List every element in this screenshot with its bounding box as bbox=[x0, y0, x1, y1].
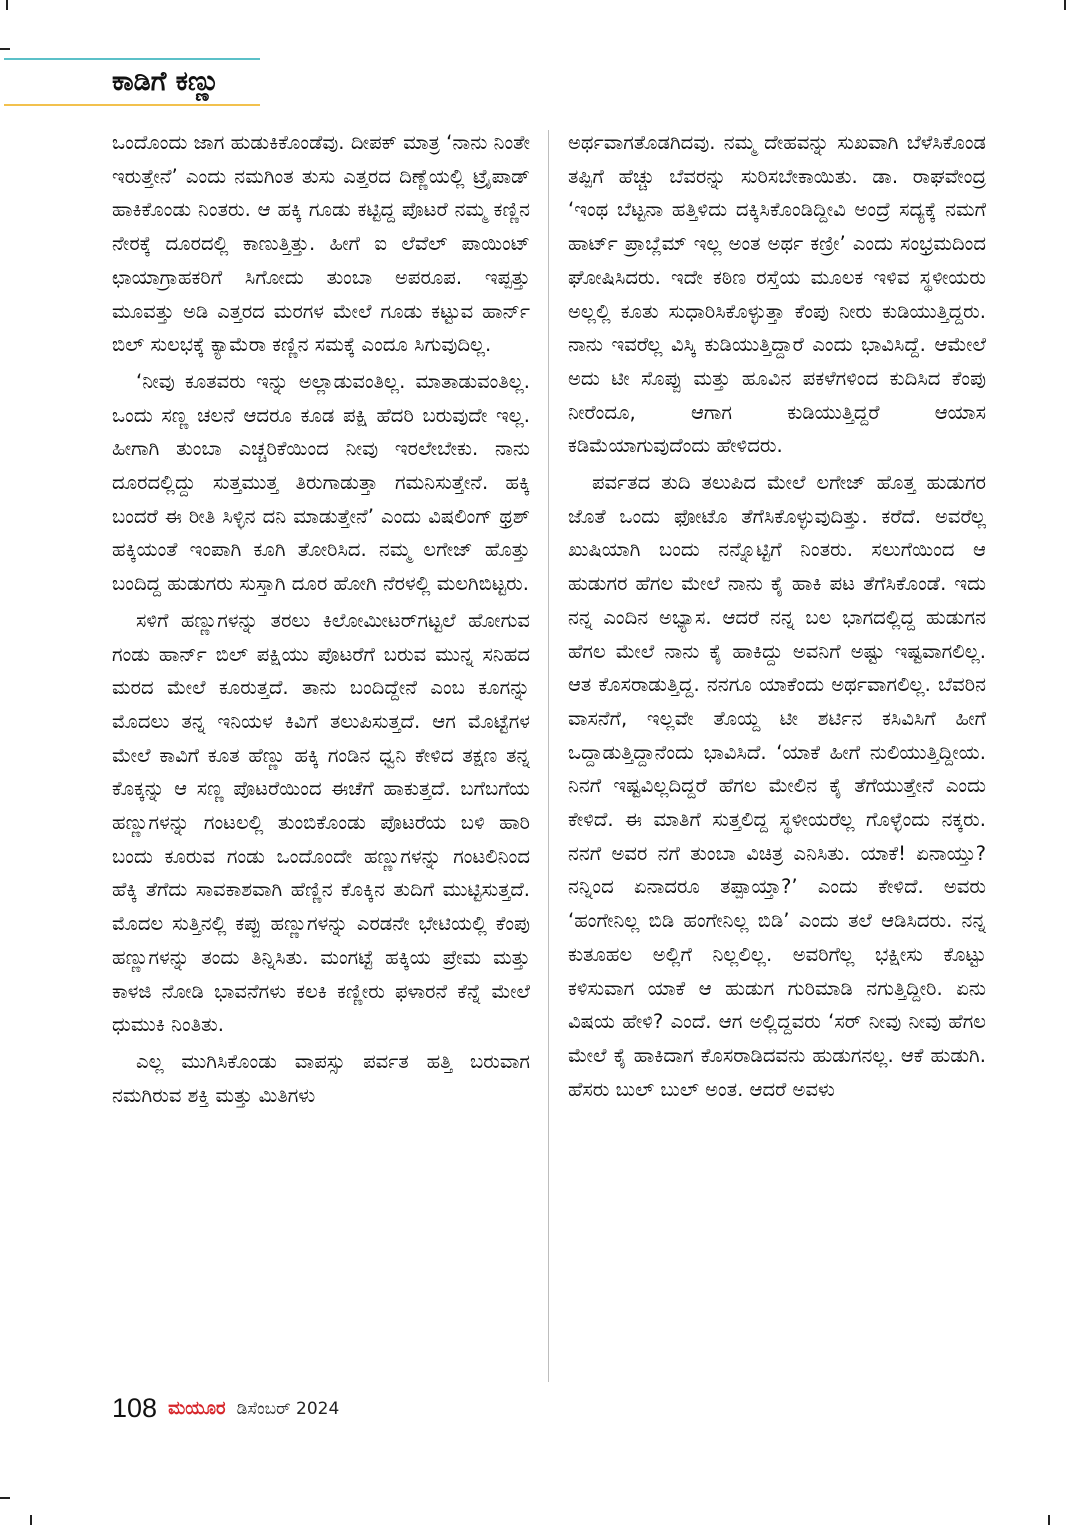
page-number: 108 bbox=[112, 1393, 158, 1423]
crop-mark-bottom-left-2 bbox=[30, 1515, 32, 1525]
crop-mark-bottom-left bbox=[0, 1497, 10, 1499]
article-column-right bbox=[568, 126, 986, 1388]
crop-mark-top-left bbox=[6, 0, 8, 10]
crop-mark-top-right bbox=[1064, 0, 1066, 10]
section-rule-top bbox=[4, 58, 260, 60]
page-footer bbox=[112, 1393, 339, 1427]
column-divider bbox=[548, 130, 549, 1382]
paragraph: ಪರ್ವತದ ತುದಿ ತಲುಪಿದ ಮೇಲೆ ಲಗೇಜ್ ಹೊತ್ತ ಹುಡುಗರ ಜೊತೆ ಒಂದು ಫೋಟೊ ತೆಗೆಸಿಕೊಳ್ಳುವುದಿತ್ತು. ಕರೆದೆ. ಅವರೆಲ್ಲ ಖುಷಿಯಾಗಿ ಬಂದು ನನ್ನೊಟ್ಟಿಗೆ ನಿಂತರು. ಸಲುಗೆಯಿಂದ ಆ ಹುಡುಗರ ಹೆಗಲ ಮೇಲೆ ನಾನು ಕೈ ಹಾಕಿ ಪಟ ತೆಗೆಸಿಕೊಂಡೆ. ಇದು ನನ್ನ ಎಂದಿನ ಅಭ್ಯಾಸ. ಆದರೆ ನನ್ನ ಬಲ ಭಾಗದಲ್ಲಿದ್ದ ಹುಡುಗನ ಹೆಗಲ ಮೇಲೆ ನಾನು ಕೈ ಹಾಕಿದ್ದು ಅವನಿಗೆ ಅಷ್ಟು ಇಷ್ಟವಾಗಲಿಲ್ಲ. ಆತ ಕೊಸರಾಡುತ್ತಿದ್ದ. ನನಗೂ ಯಾಕೆಂದು ಅರ್ಥವಾಗಲಿಲ್ಲ. ಬೆವರಿನ ವಾಸನೆಗೆ, ಇಲ್ಲವೇ ತೊಯ್ದ ಟೀ ಶರ್ಟಿನ ಕಸಿವಿಸಿಗೆ ಹೀಗೆ ಒದ್ದಾಡುತ್ತಿದ್ದಾನೆಂದು ಭಾವಿಸಿದೆ. ‘ಯಾಕೆ ಹೀಗೆ ನುಲಿಯುತ್ತಿದ್ದೀಯ. ನಿನಗೆ ಇಷ್ಟವಿಲ್ಲದಿದ್ದರೆ ಹೆಗಲ ಮೇಲಿನ ಕೈ ತೆಗೆಯುತ್ತೇನೆ ಎಂದು ಕೇಳಿದೆ. ಈ ಮಾತಿಗೆ ಸುತ್ತಲಿದ್ದ ಸ್ಥಳೀಯರೆಲ್ಲ ಗೊಳ್ಳೆಂದು ನಕ್ಕರು. ನನಗೆ ಅವರ ನಗೆ ತುಂಬಾ ವಿಚಿತ್ರ ಎನಿಸಿತು. ಯಾಕೆ! ಏನಾಯ್ತು? ನನ್ನಿಂದ ಏನಾದರೂ ತಪ್ಪಾಯ್ತಾ?’ ಎಂದು ಕೇಳಿದೆ. ಅವರು ‘ಹಂಗೇನಿಲ್ಲ ಬಿಡಿ ಹಂಗೇನಿಲ್ಲ ಬಿಡಿ’ ಎಂದು ತಲೆ ಆಡಿಸಿದರು. ನನ್ನ ಕುತೂಹಲ ಅಲ್ಲಿಗೆ ನಿಲ್ಲಲಿಲ್ಲ. ಅವರಿಗೆಲ್ಲ ಭಕ್ಷೀಸು ಕೊಟ್ಟು ಕಳಿಸುವಾಗ ಯಾಕೆ ಆ ಹುಡುಗ ಗುರಿಮಾಡಿ ನಗುತ್ತಿದ್ದೀರಿ. ಏನು ವಿಷಯ ಹೇಳಿ? ಎಂದೆ. ಆಗ ಅಲ್ಲಿದ್ದವರು ‘ಸರ್ ನೀವು ನೀವು ಹೆಗಲ ಮೇಲೆ ಕೈ ಹಾಕಿದಾಗ ಕೊಸರಾಡಿದವನು ಹುಡುಗನಲ್ಲ. ಆಕೆ ಹುಡುಗಿ. ಹೆಸರು ಬುಲ್ ಬುಲ್ ಅಂತ. ಆದರೆ ಅವಳು bbox=[568, 471, 986, 1101]
magazine-logo: ಮಯೂರ bbox=[168, 1398, 226, 1419]
article-column-left bbox=[112, 126, 530, 1388]
section-rule-bottom bbox=[4, 104, 260, 106]
paragraph: ಒಂದೊಂದು ಜಾಗ ಹುಡುಕಿಕೊಂಡೆವು. ದೀಪಕ್ ಮಾತ್ರ ‘ನಾನು ನಿಂತೇ ಇರುತ್ತೇನೆ’ ಎಂದು ನಮಗಿಂತ ತುಸು ಎತ್ತರದ ದಿಣ್ಣೆಯಲ್ಲಿ ಟ್ರೈಪಾಡ್ ಹಾಕಿಕೊಂಡು ನಿಂತರು. ಆ ಹಕ್ಕಿ ಗೂಡು ಕಟ್ಟಿದ್ದ ಪೊಟರೆ ನಮ್ಮ ಕಣ್ಣಿನ ನೇರಕ್ಕೆ ದೂರದಲ್ಲಿ ಕಾಣುತ್ತಿತ್ತು. ಹೀಗೆ ಐ ಲೆವೆಲ್ ಪಾಯಿಂಟ್ ಛಾಯಾಗ್ರಾಹಕರಿಗೆ ಸಿಗೋದು ತುಂಬಾ ಅಪರೂಪ. ಇಪ್ಪತ್ತು ಮೂವತ್ತು ಅಡಿ ಎತ್ತರದ ಮರಗಳ ಮೇಲೆ ಗೂಡು ಕಟ್ಟುವ ಹಾರ್ನ್ ಬಿಲ್ ಸುಲಭಕ್ಕೆ ಕ್ಯಾಮೆರಾ ಕಣ್ಣಿನ ಸಮಕ್ಕೆ ಎಂದೂ ಸಿಗುವುದಿಲ್ಲ. bbox=[112, 131, 530, 357]
paragraph: ಎಲ್ಲ ಮುಗಿಸಿಕೊಂಡು ವಾಪಸ್ಸು ಪರ್ವತ ಹತ್ತಿ ಬರುವಾಗ ನಮಗಿರುವ ಶಕ್ತಿ ಮತ್ತು ಮಿತಿಗಳು bbox=[112, 1049, 530, 1107]
paragraph: ‘ನೀವು ಕೂತವರು ಇನ್ನು ಅಲ್ಲಾಡುವಂತಿಲ್ಲ. ಮಾತಾಡುವಂತಿಲ್ಲ. ಒಂದು ಸಣ್ಣ ಚಲನೆ ಆದರೂ ಕೂಡ ಪಕ್ಷಿ ಹೆದರಿ ಬರುವುದೇ ಇಲ್ಲ. ಹೀಗಾಗಿ ತುಂಬಾ ಎಚ್ಚರಿಕೆಯಿಂದ ನೀವು ಇರಲೇಬೇಕು. ನಾನು ದೂರದಲ್ಲಿದ್ದು ಸುತ್ತಮುತ್ತ ತಿರುಗಾಡುತ್ತಾ ಗಮನಿಸುತ್ತೇನೆ. ಹಕ್ಕಿ ಬಂದರೆ ಈ ರೀತಿ ಸಿಳ್ಳಿನ ದನಿ ಮಾಡುತ್ತೇನೆ’ ಎಂದು ವಿಷಲಿಂಗ್ ಥ್ರಶ್ ಹಕ್ಕಿಯಂತೆ ಇಂಪಾಗಿ ಕೂಗಿ ತೋರಿಸಿದ. ನಮ್ಮ ಲಗೇಜ್ ಹೊತ್ತು ಬಂದಿದ್ದ ಹುಡುಗರು ಸುಸ್ತಾಗಿ ದೂರ ಹೋಗಿ ನೆರಳಲ್ಲಿ ಮಲಗಿಬಿಟ್ಟರು. bbox=[112, 369, 530, 596]
paragraph: ಸಳಿಗೆ ಹಣ್ಣುಗಳನ್ನು ತರಲು ಕಿಲೋಮೀಟರ್‌ಗಟ್ಟಲೆ ಹೋಗುವ ಗಂಡು ಹಾರ್ನ್ ಬಿಲ್ ಪಕ್ಷಿಯು ಪೊಟರೆಗೆ ಬರುವ ಮುನ್ನ ಸನಿಹದ ಮರದ ಮೇಲೆ ಕೂರುತ್ತದೆ. ತಾನು ಬಂದಿದ್ದೇನೆ ಎಂಬ ಕೂಗನ್ನು ಮೊದಲು ತನ್ನ ಇನಿಯಳ ಕಿವಿಗೆ ತಲುಪಿಸುತ್ತದೆ. ಆಗ ಮೊಟ್ಟೆಗಳ ಮೇಲೆ ಕಾವಿಗೆ ಕೂತ ಹೆಣ್ಣು ಹಕ್ಕಿ ಗಂಡಿನ ಧ್ವನಿ ಕೇಳಿದ ತಕ್ಷಣ ತನ್ನ ಕೊಕ್ಕನ್ನು ಆ ಸಣ್ಣ ಪೊಟರೆಯಿಂದ ಈಚೆಗೆ ಹಾಕುತ್ತದೆ. ಬಗೆಬಗೆಯ ಹಣ್ಣುಗಳನ್ನು ಗಂಟಲಲ್ಲಿ ತುಂಬಿಕೊಂಡು ಪೊಟರೆಯ ಬಳಿ ಹಾರಿ ಬಂದು ಕೂರುವ ಗಂಡು ಒಂದೊಂದೇ ಹಣ್ಣುಗಳನ್ನು ಗಂಟಲಿನಿಂದ ಹೆಕ್ಕಿ ತೆಗೆದು ಸಾವಕಾಶವಾಗಿ ಹೆಣ್ಣಿನ ಕೊಕ್ಕಿನ ತುದಿಗೆ ಮುಟ್ಟಿಸುತ್ತದೆ. ಮೊದಲ ಸುತ್ತಿನಲ್ಲಿ ಕಪ್ಪು ಹಣ್ಣುಗಳನ್ನು ಎರಡನೇ ಭೇಟಿಯಲ್ಲಿ ಕೆಂಪು ಹಣ್ಣುಗಳನ್ನು ತಂದು ತಿನ್ನಿಸಿತು. ಮಂಗಟ್ಟೆ ಹಕ್ಕಿಯ ಪ್ರೇಮ ಮತ್ತು ಕಾಳಜಿ ನೋಡಿ ಭಾವನೆಗಳು ಕಲಕಿ ಕಣ್ಣೀರು ಫಳಾರನೆ ಕೆನ್ನೆ ಮೇಲೆ ಧುಮುಕಿ ನಿಂತಿತು. bbox=[112, 608, 530, 1037]
issue-date: ಡಿಸೆಂಬರ್ 2024 bbox=[236, 1398, 340, 1419]
section-title: ಕಾಡಿಗೆ ಕಣ್ಣು bbox=[112, 66, 220, 97]
section-header bbox=[4, 58, 260, 108]
crop-mark-top-left-2 bbox=[0, 48, 10, 50]
paragraph: ಅರ್ಥವಾಗತೊಡಗಿದವು. ನಮ್ಮ ದೇಹವನ್ನು ಸುಖವಾಗಿ ಬೆಳೆಸಿಕೊಂಡ ತಪ್ಪಿಗೆ ಹೆಚ್ಚು ಬೆವರನ್ನು ಸುರಿಸಬೇಕಾಯಿತು. ಡಾ. ರಾಘವೇಂದ್ರ ‘ಇಂಥ ಬೆಟ್ಟನಾ ಹತ್ತಿಳಿದು ದಕ್ಕಿಸಿಕೊಂಡಿದ್ದೀವಿ ಅಂದ್ರೆ ಸದ್ಯಕ್ಕೆ ನಮಗೆ ಹಾರ್ಟ್ ಪ್ರಾಬ್ಲೆಮ್ ಇಲ್ಲ ಅಂತ ಅರ್ಥ ಕಣ್ರೀ’ ಎಂದು ಸಂಭ್ರಮದಿಂದ ಘೋಷಿಸಿದರು. ಇದೇ ಕಠಿಣ ರಸ್ತೆಯ ಮೂಲಕ ಇಳಿವ ಸ್ಥಳೀಯರು ಅಲ್ಲಲ್ಲಿ ಕೂತು ಸುಧಾರಿಸಿಕೊಳ್ಳುತ್ತಾ ಕೆಂಪು ನೀರು ಕುಡಿಯುತ್ತಿದ್ದರು. ನಾನು ಇವರೆಲ್ಲ ವಿಸ್ಕಿ ಕುಡಿಯುತ್ತಿದ್ದಾರೆ ಎಂದು ಭಾವಿಸಿದ್ದೆ. ಆಮೇಲೆ ಅದು ಟೀ ಸೊಪ್ಪು ಮತ್ತು ಹೂವಿನ ಪಕಳೆಗಳಿಂದ ಕುದಿಸಿದ ಕೆಂಪು ನೀರೆಂದೂ, ಆಗಾಗ ಕುಡಿಯುತ್ತಿದ್ದರೆ ಆಯಾಸ ಕಡಿಮೆಯಾಗುವುದೆಂದು ಹೇಳಿದರು. bbox=[568, 131, 986, 458]
crop-mark-bottom-right bbox=[1048, 1515, 1050, 1525]
